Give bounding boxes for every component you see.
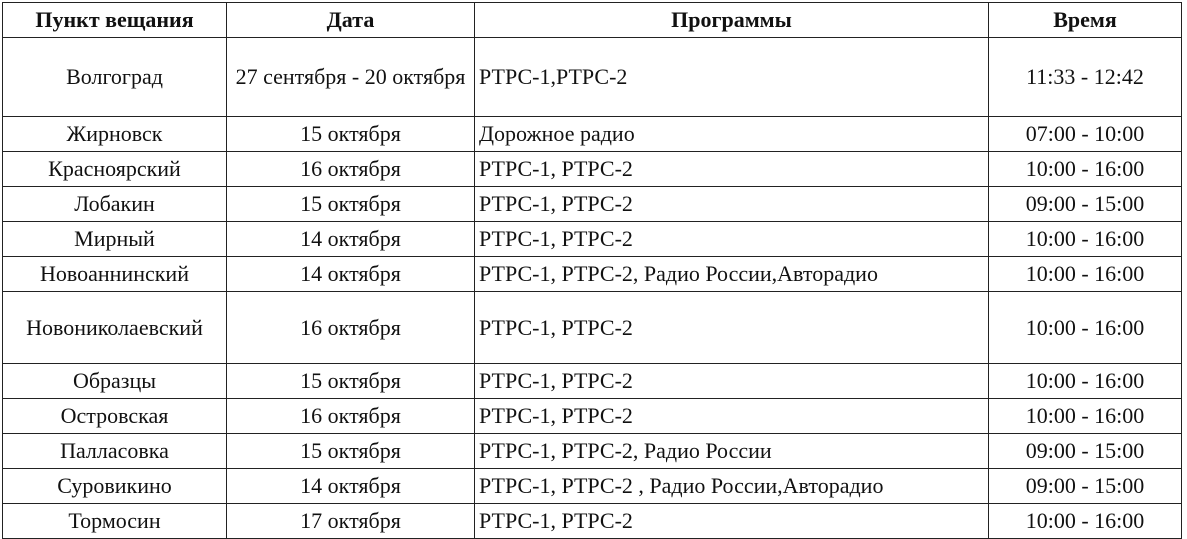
header-programs: Программы	[475, 3, 989, 38]
header-row	[3, 3, 1182, 38]
broadcast-schedule-table	[2, 2, 1182, 539]
table-row	[3, 399, 1182, 434]
table-row	[3, 469, 1182, 504]
cell-programs: РТРС-1, РТРС-2 , Радио России,Авторадио	[475, 469, 989, 504]
cell-programs: РТРС-1, РТРС-2, Радио России	[475, 434, 989, 469]
cell-date: 14 октября	[227, 257, 475, 292]
cell-date: 14 октября	[227, 469, 475, 504]
header-time: Время	[989, 3, 1182, 38]
cell-programs: РТРС-1, РТРС-2	[475, 364, 989, 399]
cell-programs: РТРС-1,РТРС-2	[475, 38, 989, 117]
cell-point: Образцы	[3, 364, 227, 399]
cell-date: 17 октября	[227, 504, 475, 539]
cell-date: 16 октября	[227, 399, 475, 434]
table-row	[3, 292, 1182, 364]
table-row	[3, 364, 1182, 399]
cell-time: 10:00 - 16:00	[989, 504, 1182, 539]
cell-point: Мирный	[3, 222, 227, 257]
table-row	[3, 504, 1182, 539]
cell-date: 14 октября	[227, 222, 475, 257]
cell-time: 09:00 - 15:00	[989, 187, 1182, 222]
cell-date: 16 октября	[227, 152, 475, 187]
header-point: Пункт вещания	[3, 3, 227, 38]
cell-time: 10:00 - 16:00	[989, 257, 1182, 292]
cell-time: 10:00 - 16:00	[989, 222, 1182, 257]
cell-date: 15 октября	[227, 117, 475, 152]
cell-point: Лобакин	[3, 187, 227, 222]
table-row	[3, 222, 1182, 257]
cell-point: Тормосин	[3, 504, 227, 539]
cell-programs: РТРС-1, РТРС-2	[475, 152, 989, 187]
table-row	[3, 257, 1182, 292]
cell-point: Островская	[3, 399, 227, 434]
cell-date: 16 октября	[227, 292, 475, 364]
cell-time: 10:00 - 16:00	[989, 364, 1182, 399]
cell-programs: РТРС-1, РТРС-2	[475, 222, 989, 257]
cell-time: 10:00 - 16:00	[989, 399, 1182, 434]
table-row	[3, 152, 1182, 187]
cell-point: Красноярский	[3, 152, 227, 187]
cell-programs: Дорожное радио	[475, 117, 989, 152]
cell-date: 15 октября	[227, 364, 475, 399]
header-date: Дата	[227, 3, 475, 38]
cell-programs: РТРС-1, РТРС-2	[475, 399, 989, 434]
cell-time: 10:00 - 16:00	[989, 152, 1182, 187]
cell-point: Палласовка	[3, 434, 227, 469]
cell-point: Жирновск	[3, 117, 227, 152]
table-row	[3, 434, 1182, 469]
cell-point: Волгоград	[3, 38, 227, 117]
cell-date: 15 октября	[227, 187, 475, 222]
cell-date: 15 октября	[227, 434, 475, 469]
cell-point: Новониколаевский	[3, 292, 227, 364]
cell-time: 07:00 - 10:00	[989, 117, 1182, 152]
cell-programs: РТРС-1, РТРС-2	[475, 504, 989, 539]
cell-point: Новоаннинский	[3, 257, 227, 292]
cell-programs: РТРС-1, РТРС-2	[475, 292, 989, 364]
cell-date: 27 сентября - 20 октября	[227, 38, 475, 117]
cell-programs: РТРС-1, РТРС-2	[475, 187, 989, 222]
cell-time: 09:00 - 15:00	[989, 469, 1182, 504]
cell-point: Суровикино	[3, 469, 227, 504]
cell-time: 11:33 - 12:42	[989, 38, 1182, 117]
cell-time: 09:00 - 15:00	[989, 434, 1182, 469]
table-row	[3, 187, 1182, 222]
cell-time: 10:00 - 16:00	[989, 292, 1182, 364]
table-row	[3, 117, 1182, 152]
table-row	[3, 38, 1182, 117]
cell-programs: РТРС-1, РТРС-2, Радио России,Авторадио	[475, 257, 989, 292]
